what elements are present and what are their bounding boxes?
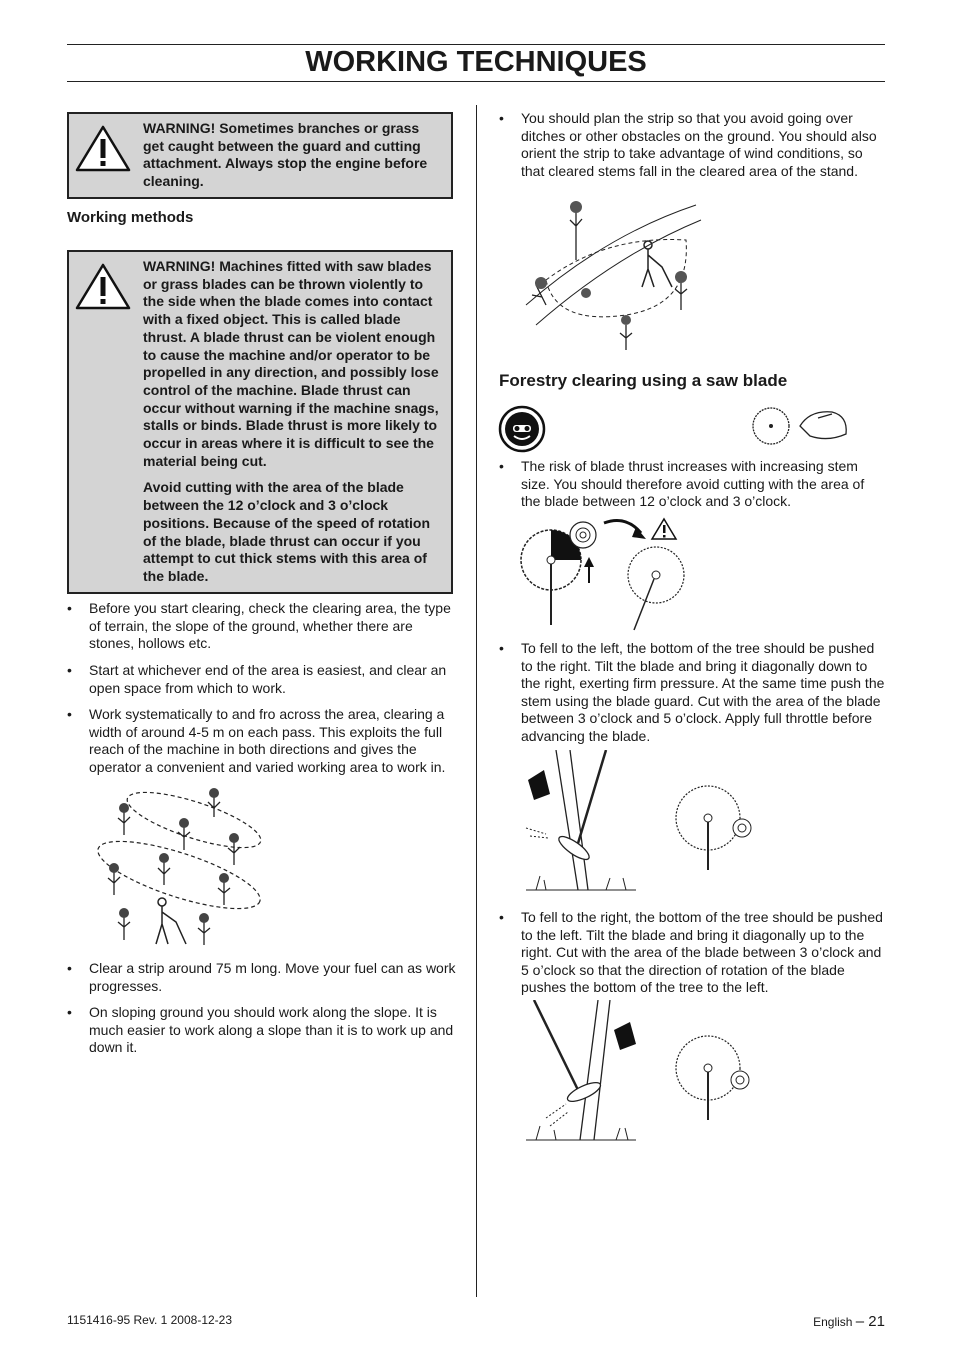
list-item: • On sloping ground you should work along the slope. It is much easier to work along a slope than it is to work up and down it. — [67, 1004, 454, 1055]
warning-text: WARNING! Machines fitted with saw blades or grass blades can be thrown violently to the side when the blade comes into contact with a fixed object. This is called blade thrust. A blade thrust can be violent enough to cause the machine and/or operator to be propelled in any direction, and possibly lose control of the machine. Blade thrust can occur without warning if the machine snags, stalls or binds. Blade thrust is more likely to occur in areas where it is difficult to see the material being cut. Avoid cutting with the area of the blade between the 12 o’clock and 3 o’clock positions. Because of the speed of rotation of the blade, blade thrust can occur if you attempt to cut thick stems with this area of the blade. — [143, 258, 439, 584]
blade-guard-icon — [798, 408, 850, 444]
blade-thrust-zone-illustration — [516, 515, 686, 635]
list-item: • To fell to the right, the bottom of the tree should be pushed to the left. Tilt the blade and bring it diagonally up to the right. Cut with the area of the blade between 3 o’clock and 5 o’clock so that the direction of rotation of the blade pushes the bottom of the tree to the left. — [499, 909, 883, 995]
list-item: • You should plan the strip so that you avoid going over ditches or other obstacles on the ground. You should also orient the strip to take advantage of wind conditions, so that cleared stems fall in the cleared area of the stand. — [499, 110, 877, 179]
warning-triangle-icon — [75, 124, 131, 172]
list-item: • Start at whichever end of the area is easiest, and clear an open space from which to work. — [67, 662, 447, 696]
warning-triangle-icon — [75, 262, 131, 310]
list-item: • To fell to the left, the bottom of the tree should be pushed to the right. Tilt the blade and bring it diagonally down to the right, exerting firm pressure. At the same time push the stem using the blade guard. Cut with the area of the blade between 3 o’clock and 5 o’clock. Apply full throttle before advancing the blade. — [499, 640, 885, 744]
warning-text: WARNING! Sometimes branches or grass get caught between the guard and cutting attachment. Always stop the engine before cleaning. — [143, 120, 428, 190]
page-title: WORKING TECHNIQUES — [305, 46, 647, 78]
warning-box-cleaning — [67, 112, 453, 199]
header-bottom-rule — [67, 81, 885, 82]
column-divider — [476, 105, 477, 1297]
fell-right-illustration — [516, 1000, 756, 1148]
saw-blade-icon — [750, 405, 792, 447]
list-item: • Clear a strip around 75 m long. Move your fuel can as work progresses. — [67, 960, 456, 994]
list-item: • Before you start clearing, check the clearing area, the type of terrain, the slope of the ground, whether there are stones, hollows etc. — [67, 600, 451, 651]
footer-page — [813, 1313, 885, 1330]
list-item: • The risk of blade thrust increases with increasing stem size. You should therefore avoid cutting with the area of the blade between 12 o’clock and 3 o’clock. — [499, 458, 865, 509]
fell-left-illustration — [516, 750, 756, 898]
page-number: – 21 — [855, 1313, 885, 1330]
footer-language: English — [813, 1315, 853, 1329]
working-methods-heading: Working methods — [67, 209, 194, 226]
footer-doc-id: 1151416-95 Rev. 1 2008-12-23 — [67, 1313, 233, 1327]
strip-clearing-illustration — [84, 780, 274, 950]
warning-box-blade-thrust — [67, 250, 453, 594]
operator-wind-illustration — [516, 185, 706, 360]
list-item: • Work systematically to and fro across the area, clearing a width of around 4-5 m on each pass. This exploits the full reach of the machine in both directions and gives the operator a convenient and varied working area to work in. — [67, 706, 446, 775]
forestry-clearing-heading: Forestry clearing using a saw blade — [499, 371, 788, 390]
protective-equipment-icon — [498, 405, 546, 453]
